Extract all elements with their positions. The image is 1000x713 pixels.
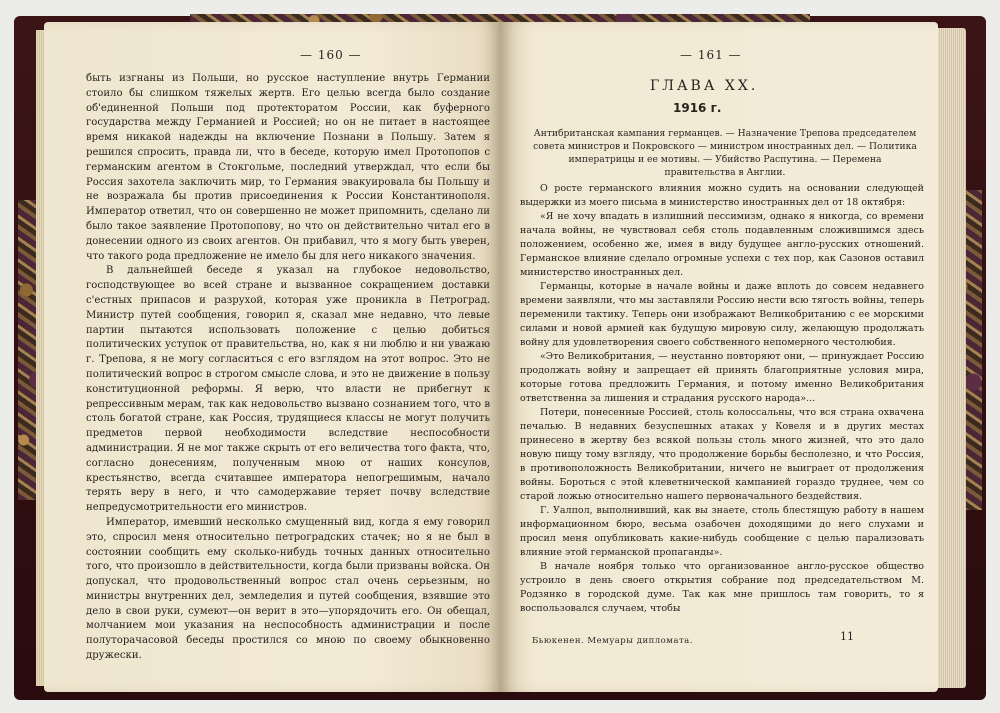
- chapter-summary: Антибританская кампания германцев. — Назначение Трепова председателем совета министров и Покровского — министром иностранных дел. — Политика императрицы и ее мотивы. — Убийство Распутина. — Перемена правительства в Англии.: [533, 128, 917, 178]
- paragraph: В дальнейшей беседе я указал на глубокое недовольство, господствующее во всей стране и вызванное сокращением доставки с'естных припасов и разрухой, которая уже проникла в Петроград. Министр путей сообщения, говорил я, сказал мне недавно, что левые партии пытаются использовать положение с целью добиться политических уступок от правительства, но, как я ни люблю и ни уважаю г. Трепова, я не могу согласиться с его взглядом на этот вопрос. Это не политический вопрос в строгом смысле слова, и это не движение в пользу конституционной реформы. Я верю, что власти не прибегнут к репрессивным мерам, так как недовольство вызвано сознанием того, что в столь богатой стране, как Россия, трудящиеся классы не могут получить предметов первой необходимости вследствие неспособности администрации. Я не мог также скрыть от его величества того факта, что, согласно донесениям, полученным мною от наших консулов, крестьянство, всегда считавшее императора непогрешимым, начало терять веру в него, и что самодержавие теряет почву вследствие непредусмотрительности его министров.: [86, 265, 490, 514]
- left-page-body: [86, 72, 490, 664]
- paragraph: Император, имевший несколько смущенный вид, когда я ему говорил это, спросил меня относительно петроградских стачек; но я не был в состоянии сообщить ему сколько-нибудь точных данных относительно того, что произошло в действительности, когда были призваны войска. Он допускал, что продовольственный вопрос стал очень серьезным, но министры внутренних дел, земледелия и путей сообщения, взявшие это дело в свои руки, сумеют—он верит в это—упорядочить его. Он обещал, молчанием мои указания на неспособность администрации и после полуторачасовой беседы простился со мною по своему обыкновенно дружески.: [86, 516, 490, 662]
- paragraph: Потери, понесенные Россией, столь колоссальны, что вся страна охвачена печалью. В недавних безуспешных атаках у Ковеля и в других местах принесено в жертву без всякой пользы столь много жизней, что это дало новую пищу тому взгляду, что продолжение борьбы бесполезно, и что Россия, в противоположность Великобритании, ничего не выиграет от продолжения войны. Бороться с этой клеветнической кампанией гораздо труднее, чем со старой ложью относительно нашего первоначального бездействия.: [520, 407, 924, 502]
- marbled-edge-top: [190, 14, 810, 22]
- paragraph: Г. Уалпол, выполнивший, как вы знаете, столь блестящую работу в нашем информационном бюро, весьма озабочен доходящими до него слухами и просил меня опубликовать какие-нибудь сообщение с целью парализовать влияние этой германской пропаганды».: [520, 505, 924, 558]
- paragraph: «Это Великобритания, — неустанно повторяют они, — принуждает Россию продолжать войну и запрещает ей принять благоприятные условия мира, которые готова предложить Германия, и потому именно Великобритания ответственна за лишения и страдания русского народа»...: [520, 351, 924, 404]
- chapter-heading: ГЛАВА XX.: [650, 78, 759, 94]
- left-page-number: — 160 —: [300, 48, 362, 62]
- paragraph: В начале ноября только что организованное англо-русское общество устроило в день своего открытия собрание под председательством М. Родзянко в городской думе. Так как мне пришлось там говорить, то я воспользовался случаем, чтобы: [520, 561, 924, 614]
- chapter-year: 1916 г.: [673, 101, 722, 115]
- paragraph: Германцы, которые в начале войны и даже вплоть до совсем недавнего времени заявляли, что мы заставляли Россию нести всю тягость войны, теперь переменили тактику. Теперь они изображают Великобританию с ее морскими силами и новой армией как будущую мировую силу, желающую продолжать войну для удовлетворения своего собственного непомерного честолюбия.: [520, 281, 924, 348]
- running-footer: Бьюкенен. Мемуары дипломата.: [532, 636, 693, 646]
- paragraph: быть изгнаны из Польши, но русское наступление внутрь Германии стоило бы слишком тяжелых жертв. Его целью всегда было создание об'единенной Польши под протекторатом России, как буферного государства между Германией и Россией; но он не питает в настоящее время никакой надежды на включение Познани в Польшу. Затем я решился спросить, правда ли, что в беседе, которую имел Протопопов с германским агентом в Стокгольме, последний утверждал, что если бы Россия захотела заключить мир, то Германия эвакуировала бы Польшу и не возражала бы против присоединения к России Константинополя. Император ответил, что он совершенно не может припомнить, сделано ли было такое заявление Протопопову, но что он действительно читал его в донесении одного из своих агентов. Он прибавил, что я могу быть уверен, что такого рода предложение не имело бы для него никакого значения.: [86, 73, 490, 262]
- paragraph: «Я не хочу впадать в излишний пессимизм, однако я никогда, со времени начала войны, не чувствовал себя столь подавленным сложившимся здесь положением, особенно же, имея в виду будущее англо-русских отношений. Германское влияние сделало огромные успехи с тех пор, как Сазонов оставил министерство иностранных дел.: [520, 211, 924, 278]
- paragraph: О росте германского влияния можно судить на основании следующей выдержки из моего письма в министерство иностранных дел от 18 октября:: [520, 183, 924, 208]
- signature-mark: 11: [840, 630, 854, 643]
- right-page-number: — 161 —: [680, 48, 742, 62]
- right-page-body: [520, 182, 924, 616]
- page-stack-right: [936, 28, 966, 688]
